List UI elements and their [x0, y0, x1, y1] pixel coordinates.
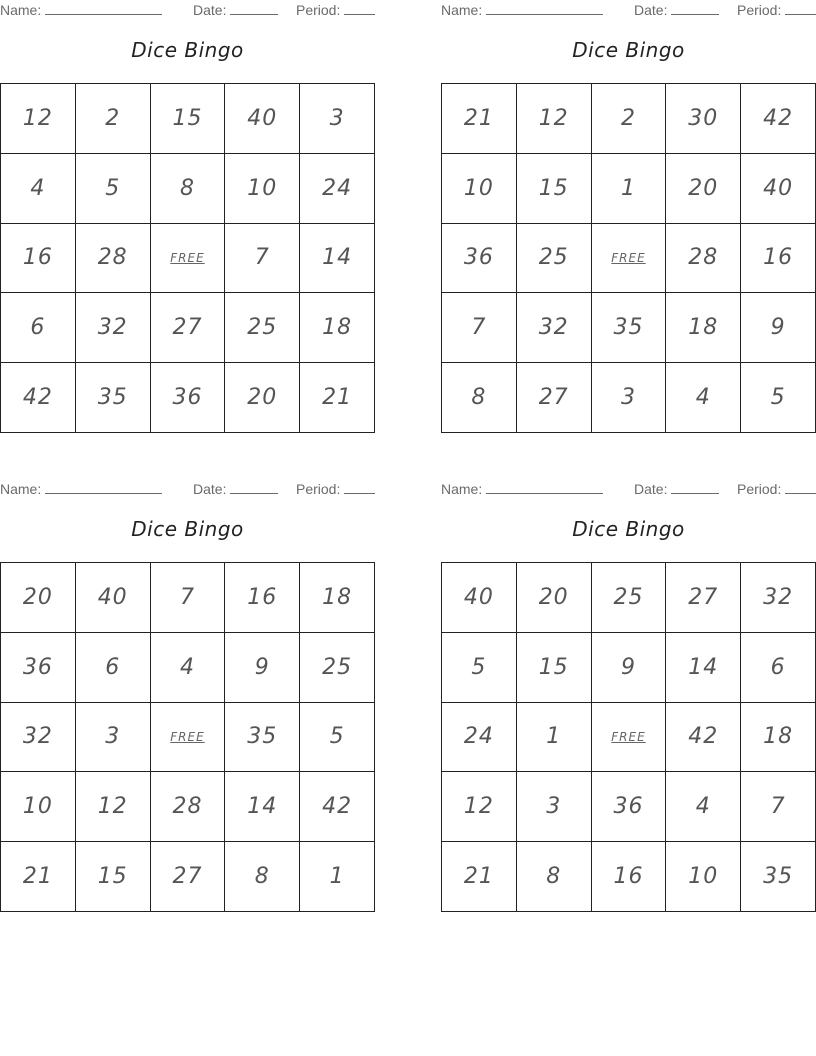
bingo-cell: 25: [225, 293, 300, 363]
bingo-cell: 28: [666, 224, 741, 294]
bingo-cell: 36: [1, 633, 76, 703]
bingo-cell: 5: [442, 633, 517, 703]
bingo-cell: 1: [517, 703, 592, 773]
bingo-cell: 40: [741, 154, 816, 224]
bingo-cell: 15: [517, 633, 592, 703]
bingo-cell: 7: [151, 563, 226, 633]
name-field-label: Name:: [441, 2, 483, 18]
bingo-cell: 18: [666, 293, 741, 363]
bingo-cell: 3: [592, 363, 667, 433]
bingo-cell: 5: [76, 154, 151, 224]
bingo-cell: 6: [741, 633, 816, 703]
bingo-cell: 4: [666, 772, 741, 842]
date-field-label: Date:: [193, 2, 227, 18]
bingo-cell: 2: [76, 84, 151, 154]
name-field-label: Name:: [0, 2, 42, 18]
bingo-cell: 18: [300, 293, 375, 363]
bingo-cell: 6: [76, 633, 151, 703]
name-field-label: Name:: [0, 481, 42, 497]
bingo-cell: 5: [741, 363, 816, 433]
date-field-blank-line: [230, 481, 278, 494]
date-field-blank-line: [230, 2, 278, 15]
bingo-cell: 30: [666, 84, 741, 154]
bingo-cell: 12: [442, 772, 517, 842]
bingo-cell: 32: [1, 703, 76, 773]
date-field-blank-line: [671, 2, 719, 15]
name-field: [0, 481, 162, 497]
bingo-cell: 10: [442, 154, 517, 224]
bingo-cell: 9: [741, 293, 816, 363]
date-field-label: Date:: [634, 2, 668, 18]
bingo-cell: 14: [300, 224, 375, 294]
free-space-cell: FREE: [592, 703, 667, 773]
bingo-cell: 24: [442, 703, 517, 773]
date-field-label: Date:: [193, 481, 227, 497]
bingo-cell: 21: [442, 84, 517, 154]
bingo-cell: 6: [1, 293, 76, 363]
card-title: Dice Bingo: [572, 38, 685, 62]
card-title: Dice Bingo: [131, 38, 244, 62]
bingo-cell: 32: [741, 563, 816, 633]
name-field: [441, 2, 603, 18]
bingo-cell: 8: [517, 842, 592, 912]
bingo-cell: 18: [741, 703, 816, 773]
name-field-blank-line: [45, 481, 162, 494]
bingo-cell: 4: [666, 363, 741, 433]
bingo-cell: 27: [151, 293, 226, 363]
bingo-cell: 3: [300, 84, 375, 154]
date-field: [193, 2, 278, 18]
bingo-cell: 27: [517, 363, 592, 433]
card-header: [0, 2, 375, 20]
period-field: [296, 2, 375, 18]
bingo-cell: 10: [1, 772, 76, 842]
bingo-cell: 32: [517, 293, 592, 363]
bingo-cell: 32: [76, 293, 151, 363]
bingo-cell: 25: [300, 633, 375, 703]
bingo-grid: [441, 83, 816, 433]
free-space-cell: FREE: [592, 224, 667, 294]
bingo-cell: 28: [76, 224, 151, 294]
period-field-label: Period:: [737, 481, 782, 497]
bingo-cell: 35: [76, 363, 151, 433]
bingo-cell: 42: [741, 84, 816, 154]
bingo-cell: 21: [1, 842, 76, 912]
period-field-label: Period:: [296, 481, 341, 497]
period-field-blank-line: [344, 481, 375, 494]
bingo-cell: 36: [442, 224, 517, 294]
bingo-cell: 21: [442, 842, 517, 912]
bingo-cell: 28: [151, 772, 226, 842]
bingo-cell: 20: [517, 563, 592, 633]
period-field-label: Period:: [296, 2, 341, 18]
name-field-blank-line: [486, 481, 603, 494]
bingo-cell: 40: [76, 563, 151, 633]
bingo-cell: 12: [1, 84, 76, 154]
bingo-cell: 7: [442, 293, 517, 363]
card-header: [0, 481, 375, 499]
bingo-cell: 14: [225, 772, 300, 842]
bingo-cell: 27: [666, 563, 741, 633]
bingo-card: [0, 0, 375, 440]
free-space-cell: FREE: [151, 703, 226, 773]
bingo-cell: 42: [666, 703, 741, 773]
bingo-cell: 20: [225, 363, 300, 433]
bingo-cell: 18: [300, 563, 375, 633]
bingo-cell: 3: [517, 772, 592, 842]
bingo-cell: 9: [592, 633, 667, 703]
card-title: Dice Bingo: [131, 517, 244, 541]
bingo-cell: 24: [300, 154, 375, 224]
bingo-cell: 15: [517, 154, 592, 224]
period-field: [737, 481, 816, 497]
free-space-cell: FREE: [151, 224, 226, 294]
date-field: [193, 481, 278, 497]
bingo-cell: 35: [592, 293, 667, 363]
period-field-blank-line: [785, 481, 816, 494]
bingo-cell: 27: [151, 842, 226, 912]
bingo-cell: 8: [442, 363, 517, 433]
bingo-grid: [441, 562, 816, 912]
card-title: Dice Bingo: [572, 517, 685, 541]
bingo-card: [0, 479, 375, 919]
bingo-cell: 40: [225, 84, 300, 154]
period-field-label: Period:: [737, 2, 782, 18]
bingo-grid: [0, 83, 375, 433]
bingo-cell: 1: [592, 154, 667, 224]
bingo-cell: 40: [442, 563, 517, 633]
period-field-blank-line: [785, 2, 816, 15]
date-field: [634, 2, 719, 18]
bingo-cell: 8: [151, 154, 226, 224]
bingo-cell: 10: [666, 842, 741, 912]
period-field: [296, 481, 375, 497]
period-field-blank-line: [344, 2, 375, 15]
bingo-cell: 16: [1, 224, 76, 294]
bingo-cell: 21: [300, 363, 375, 433]
bingo-cell: 25: [517, 224, 592, 294]
bingo-cell: 2: [592, 84, 667, 154]
date-field-blank-line: [671, 481, 719, 494]
bingo-cell: 35: [225, 703, 300, 773]
bingo-card: [441, 0, 816, 440]
bingo-cell: 42: [300, 772, 375, 842]
name-field: [441, 481, 603, 497]
card-header: [441, 481, 816, 499]
bingo-cell: 16: [225, 563, 300, 633]
bingo-cell: 7: [741, 772, 816, 842]
date-field-label: Date:: [634, 481, 668, 497]
bingo-cell: 8: [225, 842, 300, 912]
bingo-cell: 3: [76, 703, 151, 773]
bingo-cell: 14: [666, 633, 741, 703]
bingo-cell: 9: [225, 633, 300, 703]
bingo-cell: 1: [300, 842, 375, 912]
name-field-blank-line: [45, 2, 162, 15]
name-field-blank-line: [486, 2, 603, 15]
bingo-cell: 16: [592, 842, 667, 912]
bingo-cell: 4: [151, 633, 226, 703]
period-field: [737, 2, 816, 18]
bingo-cell: 20: [1, 563, 76, 633]
bingo-cell: 42: [1, 363, 76, 433]
bingo-cell: 36: [151, 363, 226, 433]
bingo-grid: [0, 562, 375, 912]
bingo-cell: 4: [1, 154, 76, 224]
bingo-cell: 15: [76, 842, 151, 912]
bingo-cell: 12: [76, 772, 151, 842]
name-field-label: Name:: [441, 481, 483, 497]
bingo-cell: 25: [592, 563, 667, 633]
card-header: [441, 2, 816, 20]
bingo-cell: 7: [225, 224, 300, 294]
bingo-cell: 15: [151, 84, 226, 154]
bingo-card: [441, 479, 816, 919]
bingo-cell: 10: [225, 154, 300, 224]
name-field: [0, 2, 162, 18]
bingo-cell: 36: [592, 772, 667, 842]
bingo-cell: 16: [741, 224, 816, 294]
bingo-cell: 35: [741, 842, 816, 912]
bingo-cell: 12: [517, 84, 592, 154]
bingo-cell: 5: [300, 703, 375, 773]
bingo-cell: 20: [666, 154, 741, 224]
date-field: [634, 481, 719, 497]
